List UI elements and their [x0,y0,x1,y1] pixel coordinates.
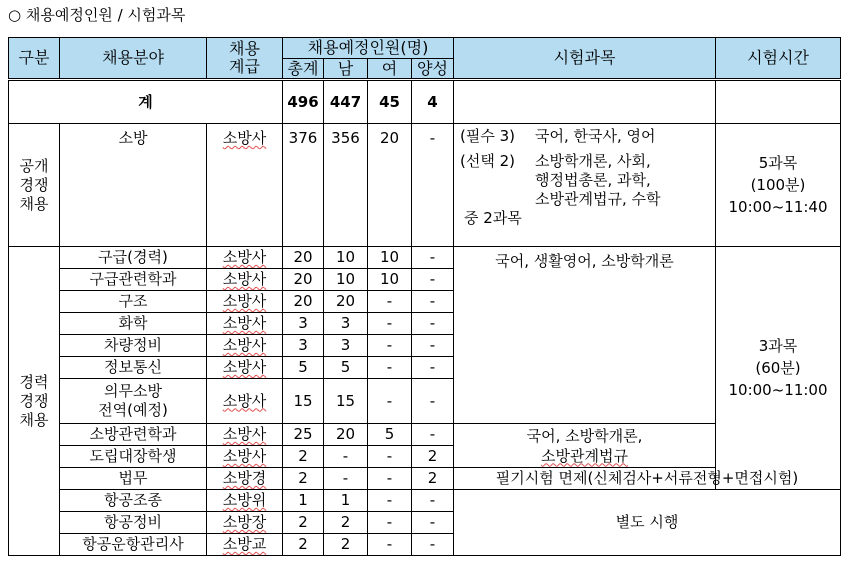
rank-text: 소방사 [222,447,267,465]
header-total: 총계 [283,59,324,79]
male-cell: 15 [324,379,368,424]
career-time-line: 3과목 [758,337,798,355]
field-line: 전역(예정) [98,401,168,419]
total-subjects-empty [454,81,716,124]
rank-text: 소방위 [222,491,267,509]
male-cell: 3 [324,313,368,335]
required-subjects: 국어, 한국사, 영어 [535,127,656,145]
female-cell: - [368,490,412,512]
recruitment-table [8,37,841,556]
both-cell: - [412,335,454,357]
header-rank-line1: 채용 [229,39,260,58]
rank-text: 소방사 [222,292,267,310]
career-subjects-d: 별도 시행 [454,490,841,556]
female-cell: - [368,379,412,424]
open-subjects [454,124,716,247]
open-time [716,124,841,247]
male-cell: 1 [324,490,368,512]
rank-cell [207,247,283,269]
male-cell: 20 [324,424,368,446]
both-cell: - [412,313,454,335]
field-cell: 구조 [60,291,207,313]
field-cell: 구급(경력) [60,247,207,269]
field-cell: 정보통신 [60,357,207,379]
female-cell: - [368,291,412,313]
career-category-line: 채용 [19,410,49,429]
total-cell: 3 [283,313,324,335]
total-both: 4 [412,81,454,124]
header-female: 여 [368,59,412,79]
elective-line: 중 2과목 [464,209,522,227]
total-cell: 20 [283,291,324,313]
open-rank-text: 소방사 [222,129,267,147]
rank-text: 소방사 [222,391,267,410]
rank-text: 소방사 [222,336,267,354]
field-cell: 도립대장학생 [60,446,207,468]
female-cell: - [368,534,412,556]
both-cell: - [412,379,454,424]
total-row [9,81,841,124]
table-row [9,490,841,512]
male-cell: 3 [324,335,368,357]
total-cell: 2 [283,512,324,534]
field-cell: 항공정비 [60,512,207,534]
open-time-line: (100분) [750,176,806,194]
male-cell: 20 [324,291,368,313]
open-field: 소방 [60,124,207,247]
career-subjects-b-text: 소방관계법규 [541,446,628,465]
header-subjects: 시험과목 [454,38,716,79]
field-line: 의무소방 [104,382,162,400]
both-cell: - [412,490,454,512]
rank-cell [207,490,283,512]
header-rank [207,38,283,79]
field-cell: 소방관련학과 [60,424,207,446]
field-cell: 법무 [60,468,207,490]
both-cell: - [412,269,454,291]
total-male: 447 [324,81,368,124]
total-label: 계 [9,81,283,124]
female-cell: 10 [368,269,412,291]
total-cell: 1 [283,490,324,512]
open-recruitment-row [9,124,841,247]
open-category-line: 공개 [19,156,49,175]
career-category-line: 경쟁 [19,391,49,410]
female-cell: - [368,446,412,468]
female-cell: - [368,468,412,490]
elective-subjects-block [460,152,711,209]
rank-text: 소방사 [222,248,267,266]
career-time-line: (60분) [755,359,801,377]
elective-tag: (선택 2) [460,152,515,170]
career-subjects-b-line [454,446,715,466]
both-cell: 2 [412,468,454,490]
header-rank-line2: 계급 [229,57,260,76]
total-cell: 20 [283,269,324,291]
header-field: 채용분야 [60,38,207,79]
rank-text: 소방사 [222,358,267,376]
section-heading: ○ 채용예정인원 / 시험과목 [8,6,186,24]
male-cell: 10 [324,269,368,291]
career-subjects-b [454,424,716,468]
elective-line: 소방학개론, 사회, [535,152,651,170]
career-subjects-c: 필기시험 면제(신체검사+서류전형+면접시험) [454,468,841,490]
required-tag: (필수 3) [460,127,515,145]
total-cell: 20 [283,247,324,269]
open-male: 356 [324,124,368,247]
rank-cell [207,379,283,424]
open-rank [207,124,283,247]
total-cell: 2 [283,446,324,468]
rank-cell [207,291,283,313]
both-cell: - [412,247,454,269]
rank-cell [207,534,283,556]
rank-cell [207,424,283,446]
rank-text: 소방교 [222,535,267,553]
table-row [9,468,841,490]
rank-cell [207,269,283,291]
male-cell: - [324,468,368,490]
open-both: - [412,124,454,247]
rank-cell [207,357,283,379]
rank-cell [207,468,283,490]
female-cell: - [368,512,412,534]
career-subjects-b-line: 국어, 소방학개론, [526,426,643,445]
required-subjects-line [460,127,711,146]
both-cell: - [412,512,454,534]
field-cell [60,379,207,424]
rank-text: 소방장 [222,513,267,531]
rank-cell [207,446,283,468]
header-male: 남 [324,59,368,79]
both-cell: 2 [412,446,454,468]
header-time: 시험시간 [716,38,841,79]
female-cell: - [368,357,412,379]
female-cell: - [368,313,412,335]
total-cell: 3 [283,335,324,357]
open-female: 20 [368,124,412,247]
elective-line: 행정법총론, 과학, [535,171,651,189]
rank-text: 소방사 [222,425,267,443]
female-cell: 5 [368,424,412,446]
rank-text: 소방경 [222,469,267,487]
male-cell: 10 [324,247,368,269]
both-cell: - [412,424,454,446]
career-subjects-a: 국어, 생활영어, 소방학개론 [454,247,716,424]
male-cell: 2 [324,512,368,534]
field-cell: 구급관련학과 [60,269,207,291]
total-cell: 2 [283,534,324,556]
female-cell: - [368,335,412,357]
both-cell: - [412,291,454,313]
table-row [9,247,841,269]
open-category [9,124,60,247]
rank-cell [207,313,283,335]
field-cell: 항공운항관리사 [60,534,207,556]
open-time-line: 5과목 [758,154,798,172]
field-cell: 차량정비 [60,335,207,357]
elective-line: 소방관계법규, 수학 [535,190,661,208]
open-time-line: 10:00~11:40 [728,198,828,216]
career-time-line: 10:00~11:00 [728,381,828,399]
open-category-line: 경쟁 [19,175,49,194]
rank-cell [207,512,283,534]
total-female: 45 [368,81,412,124]
header-category: 구분 [9,38,60,79]
rank-cell [207,335,283,357]
field-cell: 화학 [60,313,207,335]
open-category-line: 채용 [19,194,49,213]
rank-text: 소방사 [222,314,267,332]
total-cell: 25 [283,424,324,446]
total-cell: 5 [283,357,324,379]
total-time-empty [716,81,841,124]
elective-subjects [535,152,660,209]
career-category [9,247,60,556]
both-cell: - [412,534,454,556]
total-sum: 496 [283,81,324,124]
total-cell: 2 [283,468,324,490]
male-cell: - [324,446,368,468]
field-cell: 항공조종 [60,490,207,512]
career-category-line: 경력 [19,372,49,391]
both-cell: - [412,357,454,379]
male-cell: 2 [324,534,368,556]
rank-text: 소방사 [222,270,267,288]
career-time [716,247,841,490]
total-cell: 15 [283,379,324,424]
header-both: 양성 [412,59,454,79]
header-planned: 채용예정인원(명) [283,38,454,59]
open-total: 376 [283,124,324,247]
female-cell: 10 [368,247,412,269]
male-cell: 5 [324,357,368,379]
